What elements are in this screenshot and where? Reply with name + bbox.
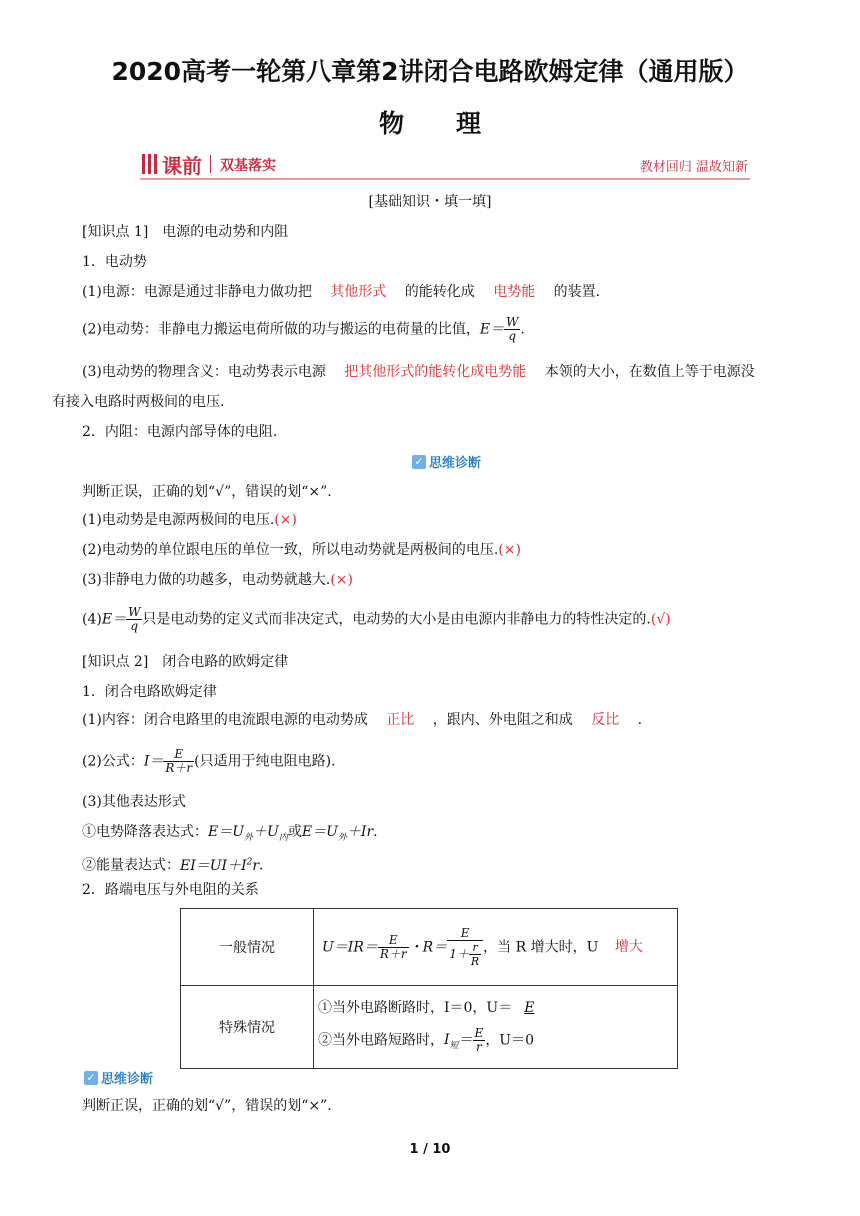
question-text: (4) bbox=[82, 611, 102, 628]
text-segment: ，跟内、外电阻之和成 bbox=[432, 712, 573, 728]
page-number: 1 / 10 bbox=[409, 1142, 451, 1157]
diag1-q1 bbox=[82, 510, 297, 530]
subject-heading: 物理 bbox=[378, 109, 533, 138]
thinking-diagnosis-badge bbox=[412, 452, 481, 470]
check-icon: ✓ bbox=[412, 455, 426, 469]
table-row bbox=[181, 909, 678, 986]
kp2-potential-drop: ①电势降落表达式：$E=U_外+U_内$或$E=U_外+Ir$. bbox=[82, 824, 378, 843]
kp1-heading: [知识点 1] 电源的电动势和内阻 bbox=[82, 224, 289, 240]
answer-mark: (×) bbox=[498, 542, 521, 558]
fraction-e-over-r: $\frac{E}{r}$ bbox=[474, 1025, 484, 1054]
formula-e: E＝ bbox=[101, 611, 127, 628]
kp2-content bbox=[82, 710, 642, 730]
document-title: 2020高考一轮第八章第2讲闭合电路欧姆定律（通用版） bbox=[111, 57, 749, 86]
table-cell-label: 特殊情况 bbox=[181, 986, 314, 1069]
fraction-e-over-rr: $\frac{E}{R+r}$ bbox=[379, 932, 407, 961]
section-banner bbox=[140, 150, 750, 182]
kp1-line1 bbox=[82, 282, 600, 302]
text-segment: ②能量表达式： bbox=[82, 857, 180, 874]
text-segment: . bbox=[637, 712, 643, 728]
answer-7: E bbox=[524, 999, 535, 1016]
diag1-q2 bbox=[82, 540, 521, 560]
formula-i: I＝ bbox=[143, 753, 164, 770]
question-text: (2)电动势的单位跟电压的单位一致，所以电动势就是两极间的电压. bbox=[82, 542, 499, 558]
text-segment: (1)内容：闭合电路里的电流跟电源的电动势成 bbox=[82, 712, 368, 728]
banner-tagline: 教材回归 温故知新 bbox=[639, 160, 748, 175]
formula-segment: U＝IR＝ bbox=[322, 939, 378, 955]
thinking-diagnosis-badge bbox=[84, 1068, 153, 1086]
kp1-line3 bbox=[82, 362, 755, 382]
check-icon: ✓ bbox=[84, 1071, 98, 1085]
kp2-formula bbox=[82, 748, 336, 775]
badge-label: 思维诊断 bbox=[429, 456, 482, 471]
text-segment: (只适用于纯电阻电路). bbox=[194, 753, 336, 770]
diag2-intro: 判断正误，正确的划“√”，错误的划“×”. bbox=[82, 1098, 332, 1114]
question-text: (3)非静电力做的功越多，电动势就越大. bbox=[82, 572, 331, 588]
banner-divider bbox=[210, 155, 211, 173]
formula-segment: $I_短=$ bbox=[444, 1032, 473, 1052]
kp2-heading: [知识点 2] 闭合电路的欧姆定律 bbox=[82, 654, 289, 670]
banner-underline bbox=[140, 178, 750, 180]
special-case-short bbox=[318, 1027, 676, 1057]
terminal-voltage-table bbox=[180, 908, 678, 1069]
question-text: 只是电动势的定义式而非决定式，电动势的大小是由电源内非静电力的特性决定的. bbox=[142, 611, 651, 628]
text-segment: ①当外电路断路时，I＝0，U＝ bbox=[318, 999, 513, 1016]
answer-mark: (√) bbox=[650, 611, 671, 628]
table-cell-content bbox=[314, 986, 678, 1069]
formula-segment: ・R＝ bbox=[408, 939, 448, 955]
text-segment: (1)电源：电源是通过非静电力做功把 bbox=[82, 284, 312, 300]
fraction-e-over-1-plus-r: E 1＋ $\frac{r}{R}$ bbox=[447, 927, 483, 968]
answer-1: 其他形式 bbox=[330, 284, 387, 300]
table-row bbox=[181, 986, 678, 1069]
kp1-line2: (2)电动势：非静电力搬运电荷所做的功与搬运的电荷量的比值，E＝ $\frac{W}{q}$ . bbox=[82, 315, 525, 343]
text-segment: ②当外电路短路时， bbox=[318, 1032, 444, 1049]
diag1-q4 bbox=[82, 606, 671, 633]
answer-mark: (×) bbox=[274, 512, 297, 528]
text-segment: (2)公式： bbox=[82, 753, 144, 770]
table-cell-content bbox=[314, 909, 678, 986]
kp2-other-forms: (3)其他表达形式 bbox=[82, 794, 186, 810]
text-segment: 的能转化成 bbox=[404, 284, 475, 300]
banner-stripe bbox=[148, 154, 151, 174]
formula-e: E＝ bbox=[479, 321, 505, 338]
fraction-e-over-rr: $\frac{E}{R+r}$ bbox=[165, 747, 193, 775]
text-segment: ，当 R 增大时，U bbox=[483, 939, 599, 955]
kp1-item1: 1．电动势 bbox=[82, 254, 147, 270]
kp2-item1: 1．闭合电路欧姆定律 bbox=[82, 684, 217, 700]
kp2-energy: ②能量表达式：$EI=UI+I^2r$. bbox=[82, 857, 264, 874]
answer-3: 把其他形式的能转化成电势能 bbox=[344, 364, 527, 380]
text-segment: (3)电动势的物理含义：电动势表示电源 bbox=[82, 364, 326, 380]
answer-4: 正比 bbox=[386, 712, 415, 728]
badge-label: 思维诊断 bbox=[101, 1072, 154, 1087]
kp2-item2: 2．路端电压与外电阻的关系 bbox=[82, 882, 259, 898]
formula-segment: $E=U_外+U_内$ bbox=[208, 824, 288, 843]
formula-segment: $E=U_外+Ir$ bbox=[301, 824, 374, 843]
diag1-q3 bbox=[82, 570, 353, 590]
table-cell-label: 一般情况 bbox=[181, 909, 314, 986]
answer-mark: (×) bbox=[330, 572, 353, 588]
kp1-line3-cont: 有接入电路时两极间的电压. bbox=[52, 394, 225, 410]
text-segment: 本领的大小，在数值上等于电源没 bbox=[544, 364, 755, 380]
answer-5: 反比 bbox=[591, 712, 620, 728]
diag1-intro: 判断正误，正确的划“√”，错误的划“×”. bbox=[82, 484, 332, 500]
banner-subtitle: 双基落实 bbox=[220, 158, 276, 174]
text-segment: ，U＝0 bbox=[485, 1032, 535, 1049]
special-case-open bbox=[318, 997, 676, 1019]
text-segment: 的装置. bbox=[553, 284, 601, 300]
fraction-w-over-q: $\frac{W}{q}$ bbox=[128, 605, 141, 633]
section-label: [基础知识・填一填] bbox=[368, 194, 492, 210]
answer-2: 电势能 bbox=[493, 284, 536, 300]
fraction-w-over-q: $\frac{W}{q}$ bbox=[506, 315, 519, 343]
question-text: (1)电动势是电源两极间的电压. bbox=[82, 512, 275, 528]
kp1-item2: 2．内阻：电源内部导体的电阻. bbox=[82, 424, 278, 440]
banner-stripe bbox=[142, 154, 145, 174]
formula-segment: $EI=UI+I^2r$ bbox=[180, 857, 260, 874]
banner-title: 课前 bbox=[162, 154, 202, 178]
text-segment: (2)电动势：非静电力搬运电荷所做的功与搬运的电荷量的比值， bbox=[82, 321, 480, 338]
answer-6: 增大 bbox=[614, 939, 643, 955]
text-segment: ①电势降落表达式： bbox=[82, 824, 208, 840]
banner-stripe bbox=[154, 154, 157, 174]
